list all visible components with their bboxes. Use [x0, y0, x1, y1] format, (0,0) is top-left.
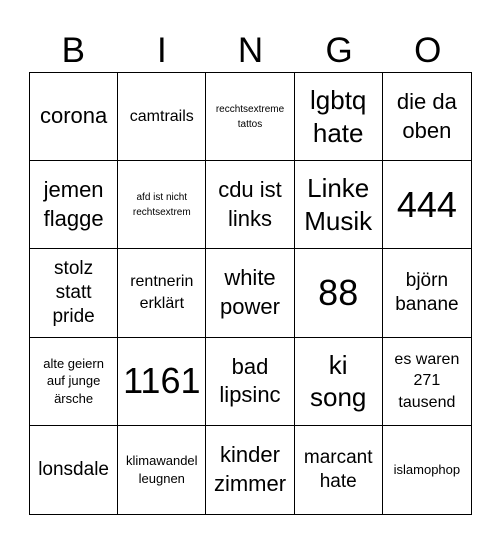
cell-text: white power [220, 265, 280, 319]
bingo-cell-r3c5[interactable] [383, 249, 471, 337]
cell-text: recchtsextreme tattos [215, 103, 285, 130]
bingo-cell-r4c5[interactable] [383, 338, 471, 426]
cell-text: afd ist nicht rechtsextrem [132, 191, 191, 218]
cell-text: lonsdale [38, 459, 109, 481]
cell-text: Linke Musik [304, 173, 373, 236]
cell-text: alte geiern auf junge ärsche [43, 355, 104, 406]
cell-text: marcant hate [303, 447, 373, 492]
bingo-board [29, 72, 472, 515]
cell-text: es waren 271 tausend [394, 350, 460, 411]
cell-text: corona [39, 103, 108, 129]
bingo-cell-r1c5[interactable] [383, 73, 471, 161]
header-letter-n: N [237, 30, 264, 70]
cell-text: bad lipsinc [219, 353, 281, 408]
header-letter-b: B [61, 30, 85, 70]
bingo-cell-r2c5[interactable] [383, 161, 471, 249]
cell-text: stolz statt pride [52, 258, 95, 327]
bingo-header [29, 28, 472, 72]
header-letter-o: O [414, 30, 442, 70]
cell-text: ki song [310, 349, 367, 413]
cell-text: kinder zimmer [213, 442, 287, 496]
bingo-cell-r2c3[interactable] [206, 161, 294, 249]
bingo-cell-r5c3[interactable] [206, 426, 294, 514]
bingo-cell-r5c2[interactable] [118, 426, 206, 514]
bingo-cell-r4c2[interactable] [118, 338, 206, 426]
bingo-cell-r5c1[interactable] [30, 426, 118, 514]
header-letter-g: G [325, 30, 353, 70]
bingo-cell-r4c1[interactable] [30, 338, 118, 426]
bingo-cell-r4c4[interactable] [295, 338, 383, 426]
bingo-cell-r3c1[interactable] [30, 249, 118, 337]
bingo-cell-r2c2[interactable] [118, 161, 206, 249]
cell-text: björn banane [395, 270, 459, 315]
bingo-cell-r1c1[interactable] [30, 73, 118, 161]
bingo-cell-r2c1[interactable] [30, 161, 118, 249]
cell-text: cdu ist links [218, 177, 282, 231]
cell-text: rentnerin erklärt [130, 273, 194, 312]
bingo-cell-r3c2[interactable] [118, 249, 206, 337]
bingo-cell-r5c5[interactable] [383, 426, 471, 514]
cell-text: die da oben [396, 89, 457, 143]
bingo-cell-r3c4[interactable] [295, 249, 383, 337]
bingo-cell-r1c4[interactable] [295, 73, 383, 161]
header-letter-i: I [157, 30, 167, 70]
bingo-cell-r3c3[interactable] [206, 249, 294, 337]
cell-text: jemen flagge [43, 177, 104, 231]
cell-text: 444 [396, 183, 457, 225]
cell-text: 88 [318, 272, 359, 314]
bingo-cell-r4c3[interactable] [206, 338, 294, 426]
cell-text: 1161 [123, 360, 201, 402]
cell-text: camtrails [129, 107, 194, 125]
bingo-cell-r2c4[interactable] [295, 161, 383, 249]
cell-text: lgbtq hate [310, 85, 367, 148]
cell-text: klimawandel leugnen [126, 453, 198, 486]
bingo-cell-r1c2[interactable] [118, 73, 206, 161]
bingo-cell-r5c4[interactable] [295, 426, 383, 514]
bingo-cell-r1c3[interactable] [206, 73, 294, 161]
cell-text: islamophop [393, 462, 461, 478]
